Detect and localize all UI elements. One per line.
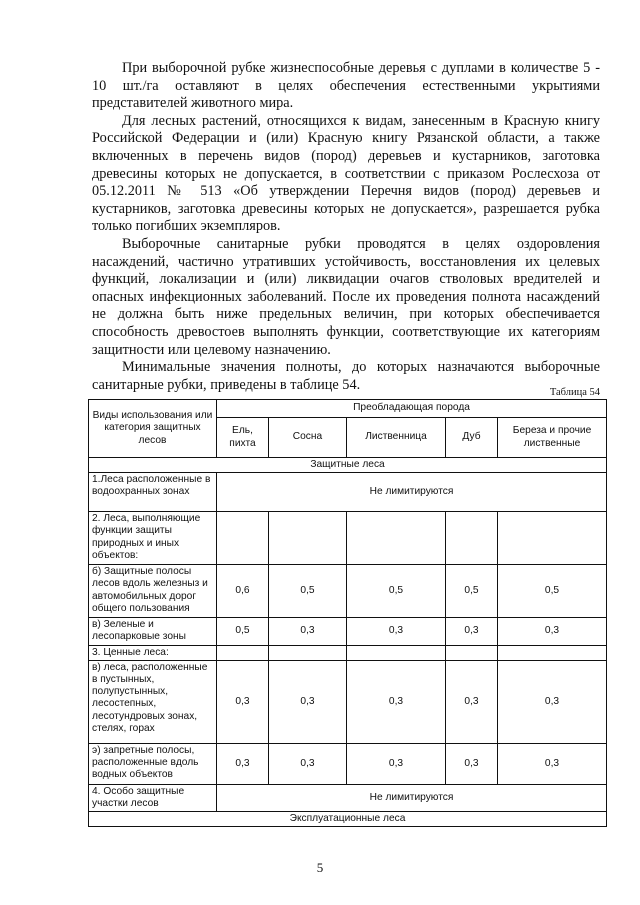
empty-cell — [347, 645, 446, 660]
value-cell: 0,3 — [347, 618, 446, 645]
section-protective-forests: Защитные леса — [89, 458, 607, 473]
value-cell: 0,3 — [269, 618, 347, 645]
header-birch-other: Береза и прочие лиственные — [498, 418, 607, 458]
value-cell: 0,6 — [217, 565, 269, 618]
header-dominant-species: Преобладающая порода — [217, 400, 607, 418]
section-row-protective — [89, 458, 607, 473]
value-cell: 0,3 — [446, 660, 498, 743]
row-category: 1.Леса расположенные в водоохранных зонах — [89, 473, 217, 512]
table-row — [89, 784, 607, 811]
stocking-table — [88, 399, 607, 827]
table-row — [89, 473, 607, 512]
value-cell: 0,3 — [446, 618, 498, 645]
header-larch: Лиственница — [347, 418, 446, 458]
row-category: б) Защитные полосы лесов вдоль железныз и автомобильных дорог общего пользования — [89, 565, 217, 618]
value-cell: 0,3 — [498, 660, 607, 743]
empty-cell — [217, 645, 269, 660]
paragraph-table-reference: Минимальные значения полноты, до которых назначаются выборочные санитарные рубки, приведены в таблице 54. — [92, 359, 600, 393]
value-cell: 0,3 — [217, 743, 269, 784]
header-oak: Дуб — [446, 418, 498, 458]
header-spruce-fir: Ель, пихта — [217, 418, 269, 458]
value-cell: 0,3 — [269, 660, 347, 743]
not-limited-note: Не лимитируются — [217, 473, 607, 512]
table-header-row — [89, 400, 607, 418]
row-category: в) леса, расположенные в пустынных, полупустынных, лесостепных, лесотундровых зонах, стелях, горах — [89, 660, 217, 743]
page-number: 5 — [316, 860, 324, 875]
value-cell: 0,3 — [347, 660, 446, 743]
empty-cell — [446, 645, 498, 660]
value-cell: 0,5 — [446, 565, 498, 618]
empty-cell — [347, 512, 446, 565]
value-cell: 0,3 — [498, 618, 607, 645]
value-cell: 0,5 — [269, 565, 347, 618]
not-limited-note: Не лимитируются — [217, 784, 607, 811]
value-cell: 0,5 — [217, 618, 269, 645]
value-cell: 0,5 — [347, 565, 446, 618]
empty-cell — [269, 512, 347, 565]
section-exploitation-forests: Эксплуатационные леса — [89, 812, 607, 827]
paragraph-sanitary-felling: Выборочные санитарные рубки проводятся в целях оздоровления насаждений, частично утративших устойчивость, восстановления их целевых функций, локализации и (или) ликвидации очагов стволовых вредителей и опасных инфекционных заболеваний. После их проведения полнота насаждений не должна быть ниже предельных величин, при которых обеспечивается способность древостоев выполнять функции, соответствующие их категориям защитности или целевому назначению. — [92, 235, 600, 358]
body-text — [92, 60, 600, 394]
value-cell: 0,3 — [446, 743, 498, 784]
paragraph-red-book: Для лесных растений, относящихся к видам, занесенным в Красную книгу Российской Федерации и (или) Красную книгу Рязанской области, а также включенных в перечень видов (пород) деревьев и кустарников, заготовка древесины которых не допускается, в соответствии с приказом Рослесхоза от 05.12.2011 № 513 «Об утверждении Перечня видов (пород) деревьев и кустарников, заготовка древесины которых не допускается», разрешается рубка только погибших экземпляров. — [92, 112, 600, 235]
section-row-exploitation — [89, 812, 607, 827]
value-cell: 0,5 — [498, 565, 607, 618]
row-category: 3. Ценные леса: — [89, 645, 217, 660]
value-cell: 0,3 — [498, 743, 607, 784]
empty-cell — [217, 512, 269, 565]
row-category: в) Зеленые и лесопарковые зоны — [89, 618, 217, 645]
empty-cell — [498, 512, 607, 565]
empty-cell — [269, 645, 347, 660]
paragraph-hollow-trees: При выборочной рубке жизнеспособные деревья с дуплами в количестве 5 - 10 шт./га оставляют в целях обеспечения естественными укрытиями представителей животного мира. — [92, 60, 600, 112]
value-cell: 0,3 — [347, 743, 446, 784]
value-cell: 0,3 — [217, 660, 269, 743]
empty-cell — [498, 645, 607, 660]
header-category: Виды использования или категория защитных лесов — [89, 400, 217, 458]
table-row — [89, 645, 607, 660]
row-category: э) запретные полосы, расположенные вдоль водных объектов — [89, 743, 217, 784]
table-row — [89, 660, 607, 743]
table-row — [89, 618, 607, 645]
table-row — [89, 565, 607, 618]
header-pine: Сосна — [269, 418, 347, 458]
table-row — [89, 512, 607, 565]
value-cell: 0,3 — [269, 743, 347, 784]
table-caption: Таблица 54 — [549, 387, 600, 398]
row-category: 4. Особо защитные участки лесов — [89, 784, 217, 811]
row-category: 2. Леса, выполняющие функции защиты природных и иных объектов: — [89, 512, 217, 565]
table-row — [89, 743, 607, 784]
empty-cell — [446, 512, 498, 565]
